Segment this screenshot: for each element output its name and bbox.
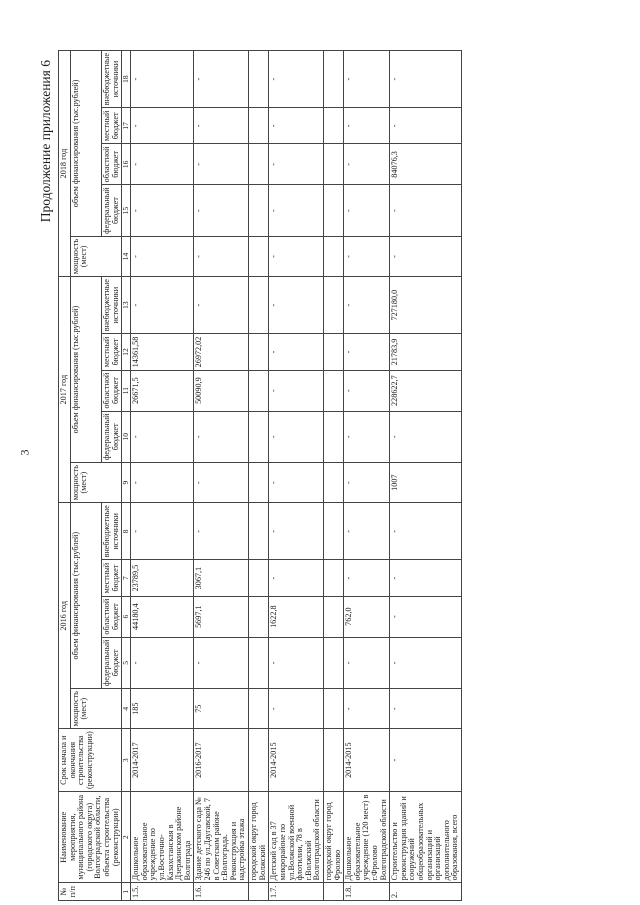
header-ext-2016: внебюджетные источники [102, 503, 122, 560]
cell-term [249, 729, 269, 792]
cell-r18: 84076,3 [390, 144, 462, 185]
cell-term: 2016-2017 [194, 729, 249, 792]
cell-l17: 26972,02 [194, 334, 249, 370]
cell-f17: - [131, 411, 194, 463]
cell-l16: 23789,5 [131, 560, 194, 596]
cell-term: 2014-2015 [269, 729, 324, 792]
header-fed-2017: федеральный бюджет [102, 411, 122, 463]
header-reg-2017: областной бюджет [102, 370, 122, 411]
cell-r17: 50090,9 [194, 370, 249, 411]
cell-c17: - [269, 463, 324, 503]
cell-e18 [323, 51, 343, 108]
cell-l17: - [344, 334, 390, 370]
cell-f17: - [344, 411, 390, 463]
table-row [269, 51, 324, 901]
caption: Продолжение приложения 6 [38, 60, 53, 223]
cell-no: 2. [390, 883, 462, 901]
cell-e18: - [390, 51, 462, 108]
table-row [131, 51, 194, 901]
cell-f16 [323, 637, 343, 689]
cell-r16 [323, 596, 343, 637]
column-number: 12 [122, 334, 131, 370]
column-number: 4 [122, 689, 131, 729]
cell-r17: 228622,7 [390, 370, 462, 411]
header-name: Наименование мероприятия, муниципального района (городского округа) Волгоградской области, объекта строительства (реконструкции) [59, 792, 122, 883]
cell-e16: - [131, 503, 194, 560]
cell-c18: - [269, 236, 324, 276]
cell-e16: - [194, 503, 249, 560]
cell-no [249, 883, 269, 901]
cell-f16: - [344, 637, 390, 689]
column-number: 16 [122, 144, 131, 185]
cell-c16 [323, 689, 343, 729]
cell-f17 [323, 411, 343, 463]
cell-c16 [249, 689, 269, 729]
cell-r16 [249, 596, 269, 637]
cell-e17 [249, 277, 269, 334]
cell-f16 [249, 637, 269, 689]
cell-r18: - [344, 144, 390, 185]
cell-c17: - [194, 463, 249, 503]
table-row [390, 51, 462, 901]
column-number: 5 [122, 637, 131, 689]
cell-r17 [249, 370, 269, 411]
cell-term [323, 729, 343, 792]
cell-e16 [249, 503, 269, 560]
rotated-sheet [32, 50, 632, 905]
financing-table [58, 50, 462, 901]
cell-f16: - [131, 637, 194, 689]
header-volume-2018: объем финансирования (тыс.рублей) [70, 51, 101, 237]
cell-e18: - [269, 51, 324, 108]
cell-c18 [323, 236, 343, 276]
cell-f18: - [344, 185, 390, 237]
cell-c16: 185 [131, 689, 194, 729]
header-loc-2016: местный бюджет [102, 560, 122, 596]
header-term: Срок начала и окончания строительства (реконструкции) [59, 729, 122, 792]
cell-f17: - [390, 411, 462, 463]
cell-f16: - [269, 637, 324, 689]
cell-f17 [249, 411, 269, 463]
cell-c17 [323, 463, 343, 503]
cell-l17: - [269, 334, 324, 370]
cell-r16: 44180,4 [131, 596, 194, 637]
cell-name: городской округ город Фролово [323, 792, 343, 883]
cell-c17: - [131, 463, 194, 503]
column-number: 14 [122, 236, 131, 276]
cell-no: 1.7. [269, 883, 324, 901]
cell-l17: 21783,9 [390, 334, 462, 370]
cell-f18 [323, 185, 343, 237]
cell-l18: - [269, 108, 324, 144]
header-capacity-2018: мощность (мест) [70, 236, 122, 276]
cell-c18: - [131, 236, 194, 276]
cell-c18: - [194, 236, 249, 276]
cell-l18: - [131, 108, 194, 144]
cell-l16: 3067,1 [194, 560, 249, 596]
cell-f17: - [269, 411, 324, 463]
cell-l18: - [390, 108, 462, 144]
cell-f18: - [194, 185, 249, 237]
header-capacity-2016: мощность (мест) [70, 689, 122, 729]
cell-e16: - [390, 503, 462, 560]
cell-name: Здание детского сада № 246 по ул.Даугавской, 7 в Советском районе г.Волгограда. Реконструкция и надстройка этажа [194, 792, 249, 883]
cell-r17 [323, 370, 343, 411]
table-body [131, 51, 462, 901]
cell-l16: - [269, 560, 324, 596]
cell-name: Строительство и реконструкция зданий и сооружений общеобразовательных организаций и организаций дополнительного образования, всего [390, 792, 462, 883]
cell-e17: - [194, 277, 249, 334]
column-number: 13 [122, 277, 131, 334]
cell-e17: - [269, 277, 324, 334]
cell-f16: - [194, 637, 249, 689]
column-number: 6 [122, 596, 131, 637]
page-number: 3 [17, 449, 32, 456]
header-reg-2018: областной бюджет [102, 144, 122, 185]
cell-e18: - [131, 51, 194, 108]
cell-f18: - [269, 185, 324, 237]
cell-e16 [323, 503, 343, 560]
cell-r18 [323, 144, 343, 185]
column-number: 15 [122, 185, 131, 237]
cell-e17: 727180,0 [390, 277, 462, 334]
cell-name: Детский сад в 37 микрорайоне по ул.Волжской военной флотилии, 78 в г.Волжский Волгоградской области [269, 792, 324, 883]
table-row [194, 51, 249, 901]
header-no: № п/п [59, 883, 122, 901]
cell-l18: - [194, 108, 249, 144]
header-fed-2016: федеральный бюджет [102, 637, 122, 689]
cell-c18 [249, 236, 269, 276]
cell-l17 [323, 334, 343, 370]
cell-no: 1.5. [131, 883, 194, 901]
cell-e17: - [344, 277, 390, 334]
column-number: 1 [122, 883, 131, 901]
cell-c17: 1007 [390, 463, 462, 503]
column-number: 2 [122, 792, 131, 883]
cell-r18: - [269, 144, 324, 185]
cell-f16: - [390, 637, 462, 689]
cell-r16: 5697,1 [194, 596, 249, 637]
cell-c18: - [390, 236, 462, 276]
cell-e18: - [344, 51, 390, 108]
cell-term: 2014-2017 [131, 729, 194, 792]
table-row [323, 51, 343, 901]
column-number: 10 [122, 411, 131, 463]
column-number: 9 [122, 463, 131, 503]
cell-no: 1.8. [344, 883, 390, 901]
cell-c16: - [390, 689, 462, 729]
header-2017: 2017 год [59, 277, 71, 503]
cell-r18 [249, 144, 269, 185]
cell-l17 [249, 334, 269, 370]
cell-l16 [249, 560, 269, 596]
cell-e16: - [269, 503, 324, 560]
cell-no [323, 883, 343, 901]
cell-l18 [249, 108, 269, 144]
cell-r16: 762,0 [344, 596, 390, 637]
header-capacity-2017: мощность (мест) [70, 463, 122, 503]
column-number: 11 [122, 370, 131, 411]
header-loc-2017: местный бюджет [102, 334, 122, 370]
cell-l18: - [344, 108, 390, 144]
cell-c16: 75 [194, 689, 249, 729]
cell-r18: - [131, 144, 194, 185]
cell-l16 [323, 560, 343, 596]
column-number: 17 [122, 108, 131, 144]
cell-r16: 1622,8 [269, 596, 324, 637]
cell-l16: - [344, 560, 390, 596]
column-number: 18 [122, 51, 131, 108]
header-volume-2017: объем финансирования (тыс.рублей) [70, 277, 101, 463]
cell-f18 [249, 185, 269, 237]
sheet-content [32, 50, 632, 905]
header-reg-2016: областной бюджет [102, 596, 122, 637]
header-2018: 2018 год [59, 51, 71, 277]
cell-c16: - [269, 689, 324, 729]
cell-r16: - [390, 596, 462, 637]
table-row [249, 51, 269, 901]
header-ext-2018: внебюджетные источники [102, 51, 122, 108]
cell-r17: - [344, 370, 390, 411]
cell-name: Дошкольное образовательное учреждение по ул.Восточно-Казахстанская в Дзержинском районе Волгограда [131, 792, 194, 883]
column-number: 3 [122, 729, 131, 792]
header-loc-2018: местный бюджет [102, 108, 122, 144]
column-number: 8 [122, 503, 131, 560]
cell-c16: - [344, 689, 390, 729]
cell-r18: - [194, 144, 249, 185]
column-number-row [122, 51, 131, 901]
column-number: 7 [122, 560, 131, 596]
cell-e18 [249, 51, 269, 108]
cell-e17: - [131, 277, 194, 334]
cell-f17: - [194, 411, 249, 463]
cell-l17: 14361,58 [131, 334, 194, 370]
cell-name: Дошкольное образовательное учреждение (120 мест) в г.Фролово Волгоградской области [344, 792, 390, 883]
cell-e17 [323, 277, 343, 334]
header-2016: 2016 год [59, 503, 71, 729]
cell-c18: - [344, 236, 390, 276]
cell-l16: - [390, 560, 462, 596]
cell-l18 [323, 108, 343, 144]
table-row [344, 51, 390, 901]
cell-term: 2014-2015 [344, 729, 390, 792]
cell-c17 [249, 463, 269, 503]
cell-f18: - [390, 185, 462, 237]
cell-no: 1.6. [194, 883, 249, 901]
cell-name: городской округ город Волжский [249, 792, 269, 883]
header-fed-2018: федеральный бюджет [102, 185, 122, 237]
header-ext-2017: внебюджетные источники [102, 277, 122, 334]
cell-r17: 26671,5 [131, 370, 194, 411]
header-volume-2016: объем финансирования (тыс.рублей) [70, 503, 101, 689]
cell-term: - [390, 729, 462, 792]
cell-e16: - [344, 503, 390, 560]
cell-r17: - [269, 370, 324, 411]
cell-c17: - [344, 463, 390, 503]
cell-e18: - [194, 51, 249, 108]
cell-f18: - [131, 185, 194, 237]
